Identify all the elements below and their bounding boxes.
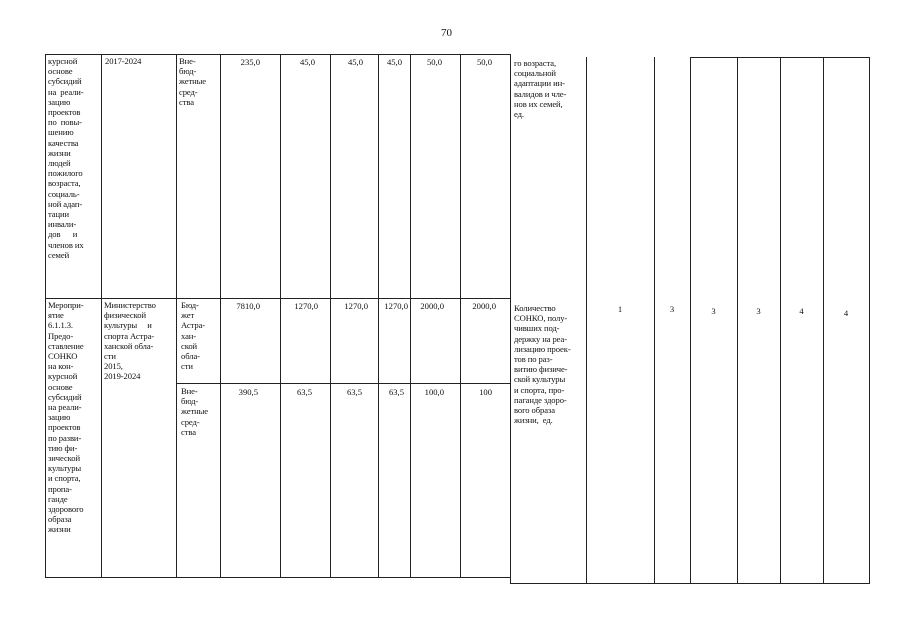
row2-indicator-value-4: 3 [756, 306, 761, 316]
row1-year-2: 45,0 [347, 57, 363, 67]
row2-src1-year-3: 1270,0 [384, 301, 408, 311]
row2-funding-source-2: Вне- бюд- жетные сред- ства [181, 386, 208, 437]
row2-indicator-value-6: 4 [843, 308, 849, 318]
row2-src2-year-3: 63,5 [388, 387, 404, 397]
page-number: 70 [441, 27, 452, 39]
row1-total: 235,0 [240, 57, 260, 67]
row2-indicator-value-5: 4 [799, 306, 804, 316]
row1-activity-name: курсной основе субсидий на реали- зацию проектов по повы- шению качества жизни людей пожилого возраста, социаль- ной адап- тации инвали- дов и членов их семей [48, 56, 84, 260]
row1-year-5: 50,0 [476, 57, 492, 67]
row2-src2-year-4: 100,0 [424, 387, 444, 397]
row2-src1-year-4: 2000,0 [420, 301, 444, 311]
row1-indicator: го возраста, социальной адаптации ин- валидов и чле- нов их семей, ед. [514, 58, 567, 120]
row2-src1-total: 7810,0 [236, 301, 260, 311]
row2-src1-year-5: 2000,0 [472, 301, 496, 311]
row2-indicator-value-1: 1 [617, 304, 623, 314]
row2-funding-source-1: Бюд- жет Астра- хан- ской обла- сти [181, 300, 206, 372]
row1-period: 2017-2024 [105, 56, 142, 66]
row2-src2-total: 390,5 [238, 387, 258, 397]
row2-indicator: Количество СОНКО, полу- чивших под- держку на реа- лизацию проек- тов по раз- витию физиче- ской культуры и спорта, про- паганде здоро- вого образа жизни, ед. [514, 303, 571, 426]
row2-indicator-value-2: 3 [669, 304, 675, 314]
row1-funding-source: Вне- бюд- жетные сред- ства [179, 56, 206, 107]
row2-indicator-value-3: 3 [711, 306, 716, 316]
row2-activity-name: Меропри- ятие 6.1.1.3. Предо- ставление СОНКО на кон- курсной основе субсидий на реали- зацию проектов по разви- тию фи- зической культуры и спорта, пропа- ганде здорового образа жизни [48, 300, 84, 535]
row2-src2-year-1: 63,5 [296, 387, 312, 397]
row1-year-1: 45,0 [299, 57, 315, 67]
row2-src2-year-5: 100 [479, 387, 492, 397]
row1-year-4: 50,0 [426, 57, 442, 67]
row2-src1-year-2: 1270,0 [344, 301, 368, 311]
row2-executor: Министерство физической культуры и спорта Астра- ханской обла- сти 2015, 2019-2024 [104, 300, 156, 382]
row2-src2-year-2: 63,5 [346, 387, 362, 397]
row2-src1-year-1: 1270,0 [294, 301, 318, 311]
row1-year-3: 45,0 [386, 57, 402, 67]
